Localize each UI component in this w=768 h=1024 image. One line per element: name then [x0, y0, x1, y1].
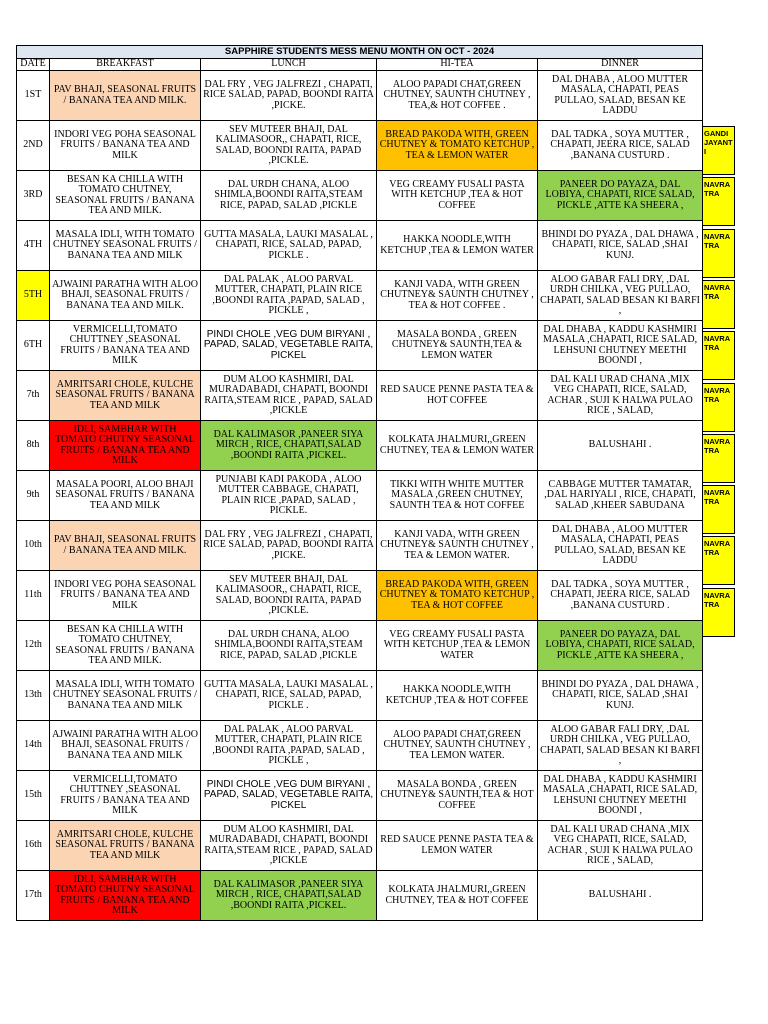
- breakfast-cell: VERMICELLI,TOMATO CHUTTNEY ,SEASONAL FRUITS / BANANA TEA AND MILK: [50, 321, 201, 371]
- menu-row: [17, 521, 703, 571]
- column-header-breakfast: BREAKFAST: [50, 59, 201, 71]
- dinner-cell: PANEER DO PAYAZA, DAL LOBIYA, CHAPATI, RICE SALAD, PICKLE ,ATTE KA SHEERA ,: [538, 621, 703, 671]
- date-cell: 17th: [17, 871, 50, 921]
- date-cell: 14th: [17, 721, 50, 771]
- breakfast-cell: VERMICELLI,TOMATO CHUTTNEY ,SEASONAL FRUITS / BANANA TEA AND MILK: [50, 771, 201, 821]
- hitea-cell: KANJI VADA, WITH GREEN CHUTNEY& SAUNTH CHUTNEY , TEA & LEMON WATER.: [377, 521, 538, 571]
- lunch-cell: DAL URDH CHANA, ALOO SHIMLA,BOONDI RAITA,STEAM RICE, PAPAD, SALAD ,PICKLE: [201, 621, 377, 671]
- lunch-cell: PUNJABI KADI PAKODA , ALOO MUTTER CABBAGE, CHAPATI, PLAIN RICE ,PAPAD, SALAD , PICKLE.: [201, 471, 377, 521]
- hitea-cell: ALOO PAPADI CHAT,GREEN CHUTNEY, SAUNTH CHUTNEY , TEA LEMON WATER.: [377, 721, 538, 771]
- dinner-cell: DAL TADKA , SOYA MUTTER , CHAPATI, JEERA RICE, SALAD ,BANANA CUSTURD .: [538, 121, 703, 171]
- breakfast-cell: AJWAINI PARATHA WITH ALOO BHAJI, SEASONAL FRUITS / BANANA TEA AND MILK: [50, 721, 201, 771]
- menu-title: SAPPHIRE STUDENTS MESS MENU MONTH ON OCT - 2024: [17, 46, 703, 59]
- dinner-cell: BALUSHAHI .: [538, 871, 703, 921]
- hitea-cell: MASALA BONDA , GREEN CHUTNEY& SAUNTH,TEA & LEMON WATER: [377, 321, 538, 371]
- lunch-cell: SEV MUTEER BHAJI, DAL KALIMASOOR,, CHAPATI, RICE, SALAD, BOONDI RAITA, PAPAD ,PICKLE.: [201, 571, 377, 621]
- dinner-cell: BHINDI DO PYAZA , DAL DHAWA , CHAPATI, RICE, SALAD ,SHAI KUNJ.: [538, 671, 703, 721]
- date-cell: 1ST: [17, 71, 50, 121]
- hitea-cell: KOLKATA JHALMURI,,GREEN CHUTNEY, TEA & LEMON WATER: [377, 421, 538, 471]
- menu-row: [17, 571, 703, 621]
- date-cell: 7th: [17, 371, 50, 421]
- date-cell: 6TH: [17, 321, 50, 371]
- breakfast-cell: IDLI, SAMBHAR WITH TOMATO CHUTNY SEASONAL FRUITS / BANANA TEA AND MILK: [50, 871, 201, 921]
- breakfast-cell: IDLI, SAMBHAR WITH TOMATO CHUTNY SEASONAL FRUITS / BANANA TEA AND MILK: [50, 421, 201, 471]
- date-cell: 2ND: [17, 121, 50, 171]
- hitea-cell: HAKKA NOODLE,WITH KETCHUP ,TEA & LEMON WATER: [377, 221, 538, 271]
- column-header-hitea: HI-TEA: [377, 59, 538, 71]
- column-header-dinner: DINNER: [538, 59, 703, 71]
- breakfast-cell: INDORI VEG POHA SEASONAL FRUITS / BANANA TEA AND MILK: [50, 121, 201, 171]
- breakfast-cell: INDORI VEG POHA SEASONAL FRUITS / BANANA TEA AND MILK: [50, 571, 201, 621]
- date-cell: 3RD: [17, 171, 50, 221]
- breakfast-cell: AMRITSARI CHOLE, KULCHE SEASONAL FRUITS / BANANA TEA AND MILK: [50, 821, 201, 871]
- lunch-cell: DUM ALOO KASHMIRI, DAL MURADABADI, CHAPATI, BOONDI RAITA,STEAM RICE , PAPAD, SALAD ,PICKLE: [201, 821, 377, 871]
- breakfast-cell: MASALA POORI, ALOO BHAJI SEASONAL FRUITS / BANANA TEA AND MILK: [50, 471, 201, 521]
- lunch-cell: GUTTA MASALA, LAUKI MASALAL , CHAPATI, RICE, SALAD, PAPAD, PICKLE .: [201, 671, 377, 721]
- side-note: NAVRATRA: [702, 536, 735, 585]
- breakfast-cell: BESAN KA CHILLA WITH TOMATO CHUTNEY, SEASONAL FRUITS / BANANA TEA AND MILK.: [50, 171, 201, 221]
- breakfast-cell: BESAN KA CHILLA WITH TOMATO CHUTNEY, SEASONAL FRUITS / BANANA TEA AND MILK.: [50, 621, 201, 671]
- breakfast-cell: AMRITSARI CHOLE, KULCHE SEASONAL FRUITS / BANANA TEA AND MILK: [50, 371, 201, 421]
- lunch-cell: DUM ALOO KASHMIRI, DAL MURADABADI, CHAPATI, BOONDI RAITA,STEAM RICE , PAPAD, SALAD ,PICKLE: [201, 371, 377, 421]
- menu-row: [17, 421, 703, 471]
- lunch-cell: DAL FRY , VEG JALFREZI , CHAPATI, RICE SALAD, PAPAD, BOONDI RAITA ,PICKE.: [201, 71, 377, 121]
- side-note: NAVRATRA: [702, 383, 735, 432]
- dinner-cell: BHINDI DO PYAZA , DAL DHAWA , CHAPATI, RICE, SALAD ,SHAI KUNJ.: [538, 221, 703, 271]
- menu-row: [17, 121, 703, 171]
- hitea-cell: HAKKA NOODLE,WITH KETCHUP ,TEA & HOT COFFEE: [377, 671, 538, 721]
- hitea-cell: VEG CREAMY FUSALI PASTA WITH KETCHUP ,TEA & LEMON WATER: [377, 621, 538, 671]
- lunch-cell: PINDI CHOLE ,VEG DUM BIRYANI , PAPAD, SALAD, VEGETABLE RAITA, PICKEL: [201, 321, 377, 371]
- dinner-cell: DAL DHABA , ALOO MUTTER MASALA, CHAPATI, PEAS PULLAO, SALAD, BESAN KE LADDU: [538, 521, 703, 571]
- menu-row: [17, 821, 703, 871]
- menu-sheet: [16, 45, 703, 921]
- dinner-cell: DAL KALI URAD CHANA ,MIX VEG CHAPATI, RICE, SALAD, ACHAR , SUJI K HALWA PULAO RICE , SALAD,: [538, 371, 703, 421]
- hitea-cell: KANJI VADA, WITH GREEN CHUTNEY& SAUNTH CHUTNEY , TEA & HOT COFFEE .: [377, 271, 538, 321]
- menu-row: [17, 321, 703, 371]
- date-cell: 11th: [17, 571, 50, 621]
- dinner-cell: ALOO GABAR FALI DRY, ,DAL URDH CHILKA , VEG PULLAO, CHAPATI, SALAD BESAN KI BARFI ,: [538, 271, 703, 321]
- date-cell: 8th: [17, 421, 50, 471]
- breakfast-cell: PAV BHAJI, SEASONAL FRUITS / BANANA TEA AND MILK.: [50, 71, 201, 121]
- lunch-cell: SEV MUTEER BHAJI, DAL KALIMASOOR,, CHAPATI, RICE, SALAD, BOONDI RAITA, PAPAD ,PICKLE.: [201, 121, 377, 171]
- side-note: NAVRATRA: [702, 331, 735, 380]
- dinner-cell: CABBAGE MUTTER TAMATAR, ,DAL HARIYALI , RICE, CHAPATI, SALAD ,KHEER SABUDANA: [538, 471, 703, 521]
- breakfast-cell: PAV BHAJI, SEASONAL FRUITS / BANANA TEA AND MILK.: [50, 521, 201, 571]
- date-cell: 13th: [17, 671, 50, 721]
- hitea-cell: ALOO PAPADI CHAT,GREEN CHUTNEY, SAUNTH CHUTNEY , TEA,& HOT COFFEE .: [377, 71, 538, 121]
- lunch-cell: DAL PALAK , ALOO PARVAL MUTTER, CHAPATI, PLAIN RICE ,BOONDI RAITA ,PAPAD, SALAD , PICKLE ,: [201, 271, 377, 321]
- dinner-cell: DAL KALI URAD CHANA ,MIX VEG CHAPATI, RICE, SALAD, ACHAR , SUJI K HALWA PULAO RICE , SALAD,: [538, 821, 703, 871]
- dinner-cell: DAL DHABA , KADDU KASHMIRI MASALA ,CHAPATI, RICE SALAD, LEHSUNI CHUTNEY MEETHI BOONDI ,: [538, 771, 703, 821]
- lunch-cell: GUTTA MASALA, LAUKI MASALAL , CHAPATI, RICE, SALAD, PAPAD, PICKLE .: [201, 221, 377, 271]
- date-cell: 9th: [17, 471, 50, 521]
- lunch-cell: DAL KALIMASOR ,PANEER SIYA MIRCH , RICE, CHAPATI,SALAD ,BOONDI RAITA ,PICKEL.: [201, 421, 377, 471]
- menu-row: [17, 71, 703, 121]
- menu-row: [17, 171, 703, 221]
- menu-row: [17, 221, 703, 271]
- dinner-cell: ALOO GABAR FALI DRY, ,DAL URDH CHILKA , VEG PULLAO, CHAPATI, SALAD BESAN KI BARFI ,: [538, 721, 703, 771]
- side-note: NAVRATRA: [702, 434, 735, 483]
- lunch-cell: PINDI CHOLE ,VEG DUM BIRYANI , PAPAD, SALAD, VEGETABLE RAITA, PICKEL: [201, 771, 377, 821]
- side-note: GANDI JAYANTI: [702, 126, 735, 175]
- menu-row: [17, 621, 703, 671]
- hitea-cell: RED SAUCE PENNE PASTA TEA & LEMON WATER: [377, 821, 538, 871]
- date-cell: 5TH: [17, 271, 50, 321]
- column-header-lunch: LUNCH: [201, 59, 377, 71]
- menu-row: [17, 271, 703, 321]
- side-note: NAVRATRA: [702, 280, 735, 329]
- column-header-date: DATE: [17, 59, 50, 71]
- menu-row: [17, 371, 703, 421]
- dinner-cell: DAL TADKA , SOYA MUTTER , CHAPATI, JEERA RICE, SALAD ,BANANA CUSTURD .: [538, 571, 703, 621]
- hitea-cell: BREAD PAKODA WITH, GREEN CHUTNEY & TOMATO KETCHUP , TEA & LEMON WATER: [377, 121, 538, 171]
- dinner-cell: BALUSHAHI .: [538, 421, 703, 471]
- menu-row: [17, 471, 703, 521]
- hitea-cell: BREAD PAKODA WITH, GREEN CHUTNEY & TOMATO KETCHUP , TEA & HOT COFFEE: [377, 571, 538, 621]
- lunch-cell: DAL KALIMASOR ,PANEER SIYA MIRCH , RICE, CHAPATI,SALAD ,BOONDI RAITA ,PICKEL.: [201, 871, 377, 921]
- hitea-cell: RED SAUCE PENNE PASTA TEA & HOT COFFEE: [377, 371, 538, 421]
- date-cell: 10th: [17, 521, 50, 571]
- breakfast-cell: AJWAINI PARATHA WITH ALOO BHAJI, SEASONAL FRUITS / BANANA TEA AND MILK.: [50, 271, 201, 321]
- lunch-cell: DAL PALAK , ALOO PARVAL MUTTER, CHAPATI, PLAIN RICE ,BOONDI RAITA ,PAPAD, SALAD , PICKLE ,: [201, 721, 377, 771]
- menu-row: [17, 721, 703, 771]
- side-note: NAVRATRA: [702, 229, 735, 278]
- menu-row: [17, 671, 703, 721]
- hitea-cell: VEG CREAMY FUSALI PASTA WITH KETCHUP ,TEA & HOT COFFEE: [377, 171, 538, 221]
- dinner-cell: DAL DHABA , KADDU KASHMIRI MASALA ,CHAPATI, RICE SALAD, LEHSUNI CHUTNEY MEETHI BOONDI ,: [538, 321, 703, 371]
- date-cell: 12th: [17, 621, 50, 671]
- lunch-cell: DAL URDH CHANA, ALOO SHIMLA,BOONDI RAITA,STEAM RICE, PAPAD, SALAD ,PICKLE: [201, 171, 377, 221]
- hitea-cell: TIKKI WITH WHITE MUTTER MASALA ,GREEN CHUTNEY, SAUNTH TEA & HOT COFFEE: [377, 471, 538, 521]
- menu-row: [17, 771, 703, 821]
- date-cell: 15th: [17, 771, 50, 821]
- dinner-cell: PANEER DO PAYAZA, DAL LOBIYA, CHAPATI, RICE SALAD, PICKLE ,ATTE KA SHEERA ,: [538, 171, 703, 221]
- breakfast-cell: MASALA IDLI, WITH TOMATO CHUTNEY SEASONAL FRUITS / BANANA TEA AND MILK: [50, 671, 201, 721]
- side-note: NAVRATRA: [702, 485, 735, 534]
- hitea-cell: KOLKATA JHALMURI,,GREEN CHUTNEY, TEA & HOT COFFEE: [377, 871, 538, 921]
- dinner-cell: DAL DHABA , ALOO MUTTER MASALA, CHAPATI, PEAS PULLAO, SALAD, BESAN KE LADDU: [538, 71, 703, 121]
- menu-row: [17, 871, 703, 921]
- mess-menu-table: [16, 45, 703, 921]
- lunch-cell: DAL FRY , VEG JALFREZI , CHAPATI, RICE SALAD, PAPAD, BOONDI RAITA ,PICKE.: [201, 521, 377, 571]
- hitea-cell: MASALA BONDA , GREEN CHUTNEY& SAUNTH,TEA & HOT COFFEE: [377, 771, 538, 821]
- side-note: NAVRATRA: [702, 588, 735, 637]
- side-note: NAVRATRA: [702, 177, 735, 226]
- breakfast-cell: MASALA IDLI, WITH TOMATO CHUTNEY SEASONAL FRUITS / BANANA TEA AND MILK: [50, 221, 201, 271]
- date-cell: 16th: [17, 821, 50, 871]
- date-cell: 4TH: [17, 221, 50, 271]
